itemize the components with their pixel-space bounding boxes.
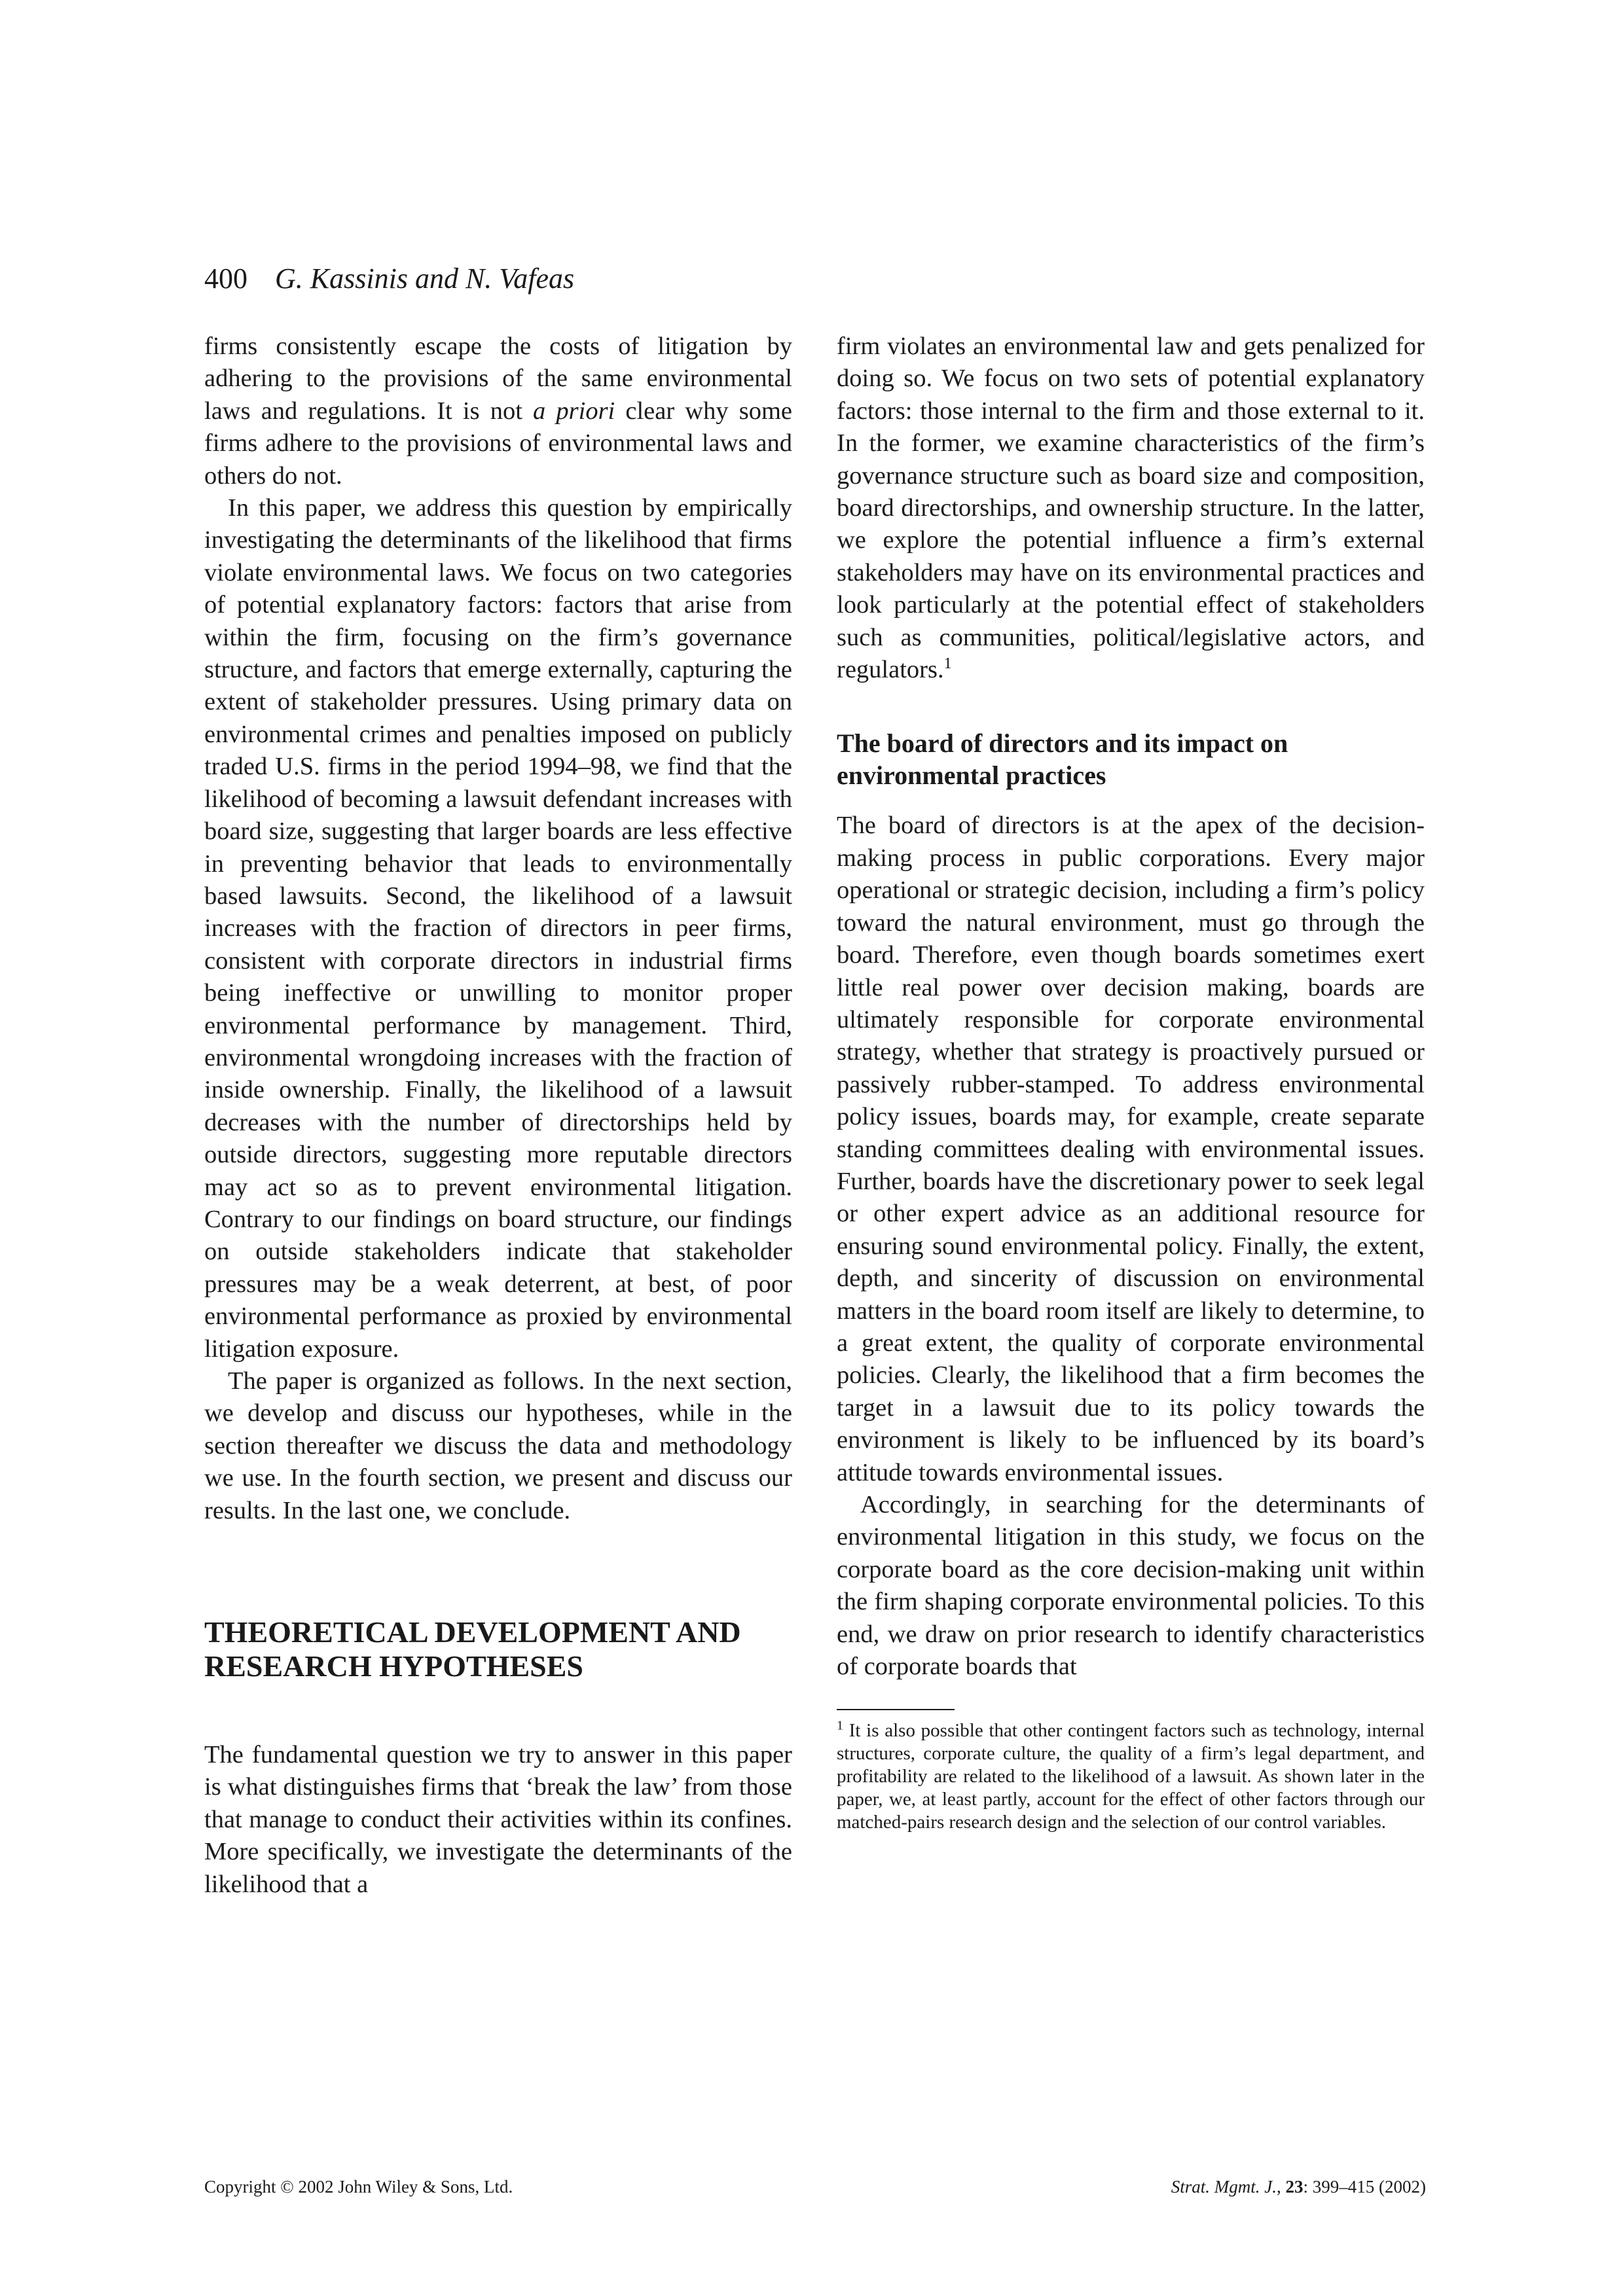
left-paragraph-3: The paper is organized as follows. In the next section, we develop and discuss our hypotheses, while in the section thereafter we discuss the data and methodology we use. In the fourth section, we present and discuss our results. In the last one, we conclude. [204,1367,792,1524]
left-p1-italic: a priori [533,397,615,425]
footnote-rule [837,1709,955,1710]
section-heading [204,1615,792,1683]
left-p1-end: clear why some firms adhere to the provisions of environmental laws and others do not. [204,397,793,490]
journal-pages: : 399–415 (2002) [1303,2177,1426,2197]
running-header-authors: G. Kassinis and N. Vafeas [275,262,575,295]
left-paragraph-1 [204,331,792,492]
subsection-heading-line-1: The board of directors and its impact on [837,728,1288,759]
subsection-heading [837,727,1425,791]
running-header [204,262,574,301]
footnote-reference: 1 [943,655,952,673]
journal-volume: 23 [1285,2177,1304,2197]
subsection-heading-line-2: environmental practices [837,761,1106,791]
right-column [837,331,1425,1834]
left-paragraph-2: In this paper, we address this question by empirically investigating the determinants of the likelihood that firms violate environmental laws. We focus on two categories of potential explanatory factors: factors that arise from within the firm, focusing on the firm’s governance structure, and factors that emerge externally, capturing the extent of stakeholder pressures. Using primary data on environmental crimes and penalties imposed on publicly traded U.S. firms in the period 1994–98, we find that the likelihood of becoming a lawsuit defendant increases with board size, suggesting that larger boards are less effective in preventing behavior that leads to environmentally based lawsuits. Second, the likelihood of a lawsuit increases with the fraction of directors in peer firms, consistent with corporate directors in industrial firms being ineffective or unwilling to monitor proper environmental performance by management. Third, environmental wrongdoing increases with the fraction of inside ownership. Finally, the likelihood of a lawsuit decreases with the number of directorships held by outside directors, suggesting more reputable directors may act so as to prevent environmental litigation. Contrary to our findings on board structure, our findings on outside stakeholders indicate that stakeholder pressures may be a weak deterrent, at best, of poor environmental performance as proxied by environmental litigation exposure. [204,494,792,1363]
footnote [837,1719,1425,1834]
section-heading-line-1: THEORETICAL DEVELOPMENT AND [204,1615,741,1649]
footnote-number: 1 [837,1718,843,1733]
right-paragraph-3: Accordingly, in searching for the determinants of environmental litigation in this study, we focus on the corporate board as the core decision-making unit within the firm shaping corporate environmental policies. To this end, we draw on prior research to identify characteristics of corporate boards that [837,1491,1425,1681]
left-column [204,331,792,1901]
right-paragraph-1 [837,331,1425,686]
right-p1-text: firm violates an environmental law and gets penalized for doing so. We focus on two sets of potential explanatory factors: those internal to the firm and those external to it. In the former, we examine characteristics of the firm’s governance structure such as board size and composition, board directorships, and ownership structure. In the latter, we explore the potential influence a firm’s external stakeholders may have on its environmental practices and look particularly at the potential effect of stakeholders such as communities, political/legislative actors, and regulators. [837,332,1425,684]
footnote-text: It is also possible that other contingent factors such as technology, internal structures, corporate culture, the quality of a firm’s legal department, and profitability are related to the likelihood of a lawsuit. As shown later in the paper, we, at least partly, account for the effect of other factors through our matched-pairs research design and the selection of our control variables. [837,1720,1425,1833]
journal-citation-footer [1113,2177,1426,2197]
left-p1-text: firms consistently escape the costs of litigation by adhering to the provisions of the same environmental laws and regulations. It is not [204,332,792,425]
page-number: 400 [204,262,247,295]
right-paragraph-2: The board of directors is at the apex of the decision-making process in public corporations. Every major operational or strategic decision, including a firm’s policy toward the natural environment, must go through the board. Therefore, even though boards sometimes exert little real power over decision making, boards are ultimately responsible for corporate environmental strategy, whether that strategy is proactively pursued or passively rubber-stamped. To address environmental policy issues, boards may, for example, create separate standing committees dealing with environmental issues. Further, boards have the discretionary power to seek legal or other expert advice as an additional resource for ensuring sound environmental policy. Finally, the extent, depth, and sincerity of discussion on environmental matters in the board room itself are likely to determine, to a great extent, the quality of corporate environmental policies. Clearly, the likelihood that a firm becomes the target in a lawsuit due to its policy towards the environment is likely to be influenced by its board’s attitude towards environmental issues. [837,812,1425,1486]
section-heading-line-2: RESEARCH HYPOTHESES [204,1649,583,1683]
copyright-footer: Copyright © 2002 John Wiley & Sons, Ltd. [204,2177,513,2197]
journal-name: Strat. Mgmt. J. [1171,2177,1277,2197]
left-paragraph-4: The fundamental question we try to answer in this paper is what distinguishes firms that ‘break the law’ from those that manage to conduct their activities within its confines. More specifically, we investigate the determinants of the likelihood that a [204,1741,792,1898]
citation-separator: , [1277,2177,1286,2197]
